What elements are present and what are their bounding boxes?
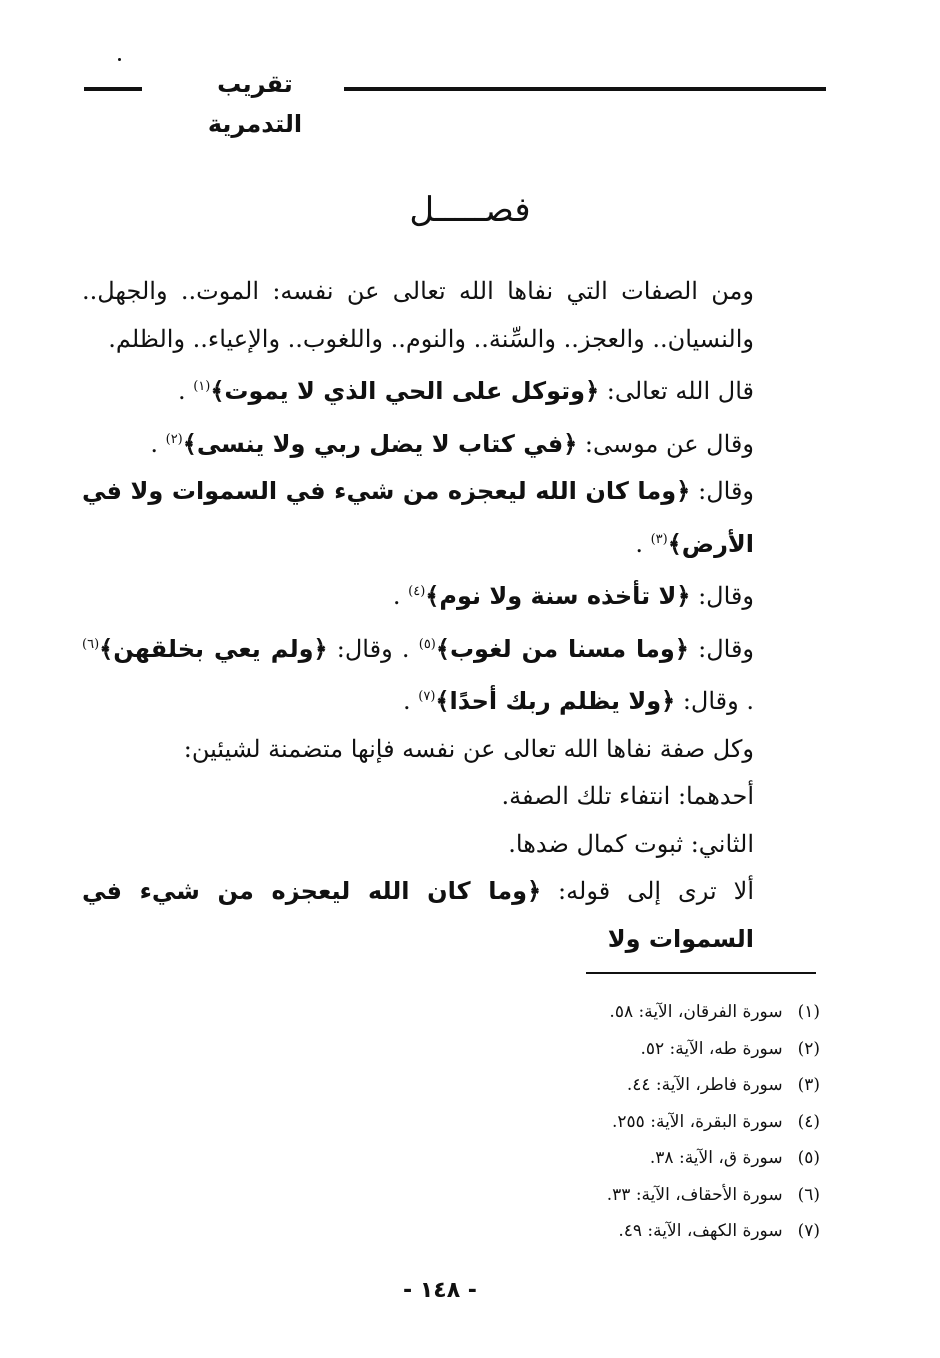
paragraph-verse-3 [82, 468, 826, 568]
verse-intro: وقال: [690, 582, 754, 610]
footnote-item [420, 994, 820, 1031]
footnote-ref: (٧) [418, 689, 436, 704]
body-text [82, 268, 826, 963]
header-rule-right [344, 87, 826, 91]
footnote-text: سورة الأحقاف، الآية: ٣٣. [606, 1184, 783, 1205]
footnote-ref: (٥) [418, 636, 436, 652]
footnote-text: سورة فاطر، الآية: ٤٤. [626, 1075, 783, 1095]
footnote-item [420, 1140, 820, 1177]
footnote-text: سورة ق، الآية: ٣٨. [649, 1148, 783, 1168]
footnote-ref: (٢) [165, 431, 183, 447]
paragraph-second-point: الثاني: ثبوت كمال ضدها. [508, 829, 754, 858]
footnote-ref: (٣) [650, 531, 668, 547]
verse-intro: وقال: [690, 477, 755, 505]
footnote-number: (١) [797, 1002, 820, 1022]
sentence-end: . [177, 377, 194, 405]
sentence-end: . [150, 429, 166, 458]
sentence-end: . [403, 687, 419, 715]
footnote-number: (٤) [797, 1111, 820, 1132]
footnote-item [420, 1213, 820, 1250]
footnote-text: سورة البقرة، الآية: ٢٥٥. [612, 1111, 783, 1132]
verse-intro: ألا ترى إلى قوله: [541, 877, 755, 905]
quran-quote: ﴿وما كان الله ليعجزه من شيء في السموات ولا [82, 877, 754, 953]
footnote-text: سورة الكهف، الآية: ٤٩. [618, 1221, 783, 1241]
section-title: فصـــــل [409, 190, 531, 230]
paragraph-verse-4 [82, 568, 826, 621]
paragraph-negated-attributes: ومن الصفات التي نفاها الله تعالى عن نفسه: الموت.. والجهل.. والنسيان.. والعجز.. والسِّنة.. والنوم.. واللغوب.. والإعياء.. والظلم. [82, 277, 754, 353]
paragraph-principle: وكل صفة نفاها الله تعالى عن نفسه فإنها متضمنة لشيئين: [183, 734, 754, 763]
quran-quote: ﴿وتوكل على الحي الذي لا يموت﴾ [210, 377, 600, 405]
footnote-text: سورة الفرقان، الآية: ٥٨. [609, 1002, 783, 1022]
quran-quote: ﴿ولا يظلم ربك أحدًا﴾ [435, 687, 676, 715]
footnote-ref: (١) [193, 379, 211, 394]
sentence-end: . [635, 529, 651, 558]
footnote-text: سورة طه، الآية: ٥٢. [640, 1038, 783, 1059]
footnotes [420, 994, 820, 1250]
paragraph-verse-5-7 [82, 621, 826, 726]
footnote-number: (٥) [797, 1148, 820, 1168]
footnote-number: (٢) [797, 1038, 820, 1059]
header-dot [118, 58, 121, 61]
footnote-separator [586, 972, 816, 974]
footnote-item [420, 1104, 820, 1141]
verse-intro: وقال عن موسى: [577, 429, 754, 458]
quran-quote: ﴿في كتاب لا يضل ربي ولا ينسى﴾ [182, 429, 578, 458]
footnote-item [420, 1067, 820, 1104]
verse-intro: وقال: [688, 634, 755, 663]
quran-quote: ﴿ولم يعي بخلقهن﴾ [99, 634, 328, 663]
footnote-number: (٣) [797, 1075, 820, 1095]
sentence-end: . [392, 582, 409, 610]
paragraph-verse-1 [82, 363, 826, 416]
page-number: - ١٤٨ - [403, 1278, 477, 1303]
quran-quote: ﴿وما كان الله ليعجزه من شيء في السموات ولا في الأرض﴾ [82, 477, 754, 558]
quran-quote: ﴿لا تأخذه سنة ولا نوم﴾ [425, 582, 691, 610]
paragraph-first-point: أحدهما: انتفاء تلك الصفة. [501, 782, 754, 810]
header-rule-left [84, 87, 142, 91]
paragraph-verse-2 [82, 416, 826, 469]
quran-quote: ﴿وما مسنا من لغوب﴾ [435, 634, 689, 663]
connector-text: . وقال: [327, 634, 419, 663]
footnote-number: (٧) [797, 1221, 820, 1241]
page-header [84, 64, 826, 138]
paragraph-continuation [82, 868, 826, 963]
verse-intro: قال الله تعالى: [599, 377, 754, 405]
footnote-item [420, 1031, 820, 1068]
footnote-number: (٦) [797, 1184, 820, 1205]
connector-text: . وقال: [675, 687, 754, 715]
footnote-ref: (٤) [408, 584, 426, 599]
running-header-title: تقريب التدمرية [207, 70, 303, 138]
footnote-item [420, 1177, 820, 1214]
footnote-ref: (٦) [82, 636, 100, 652]
